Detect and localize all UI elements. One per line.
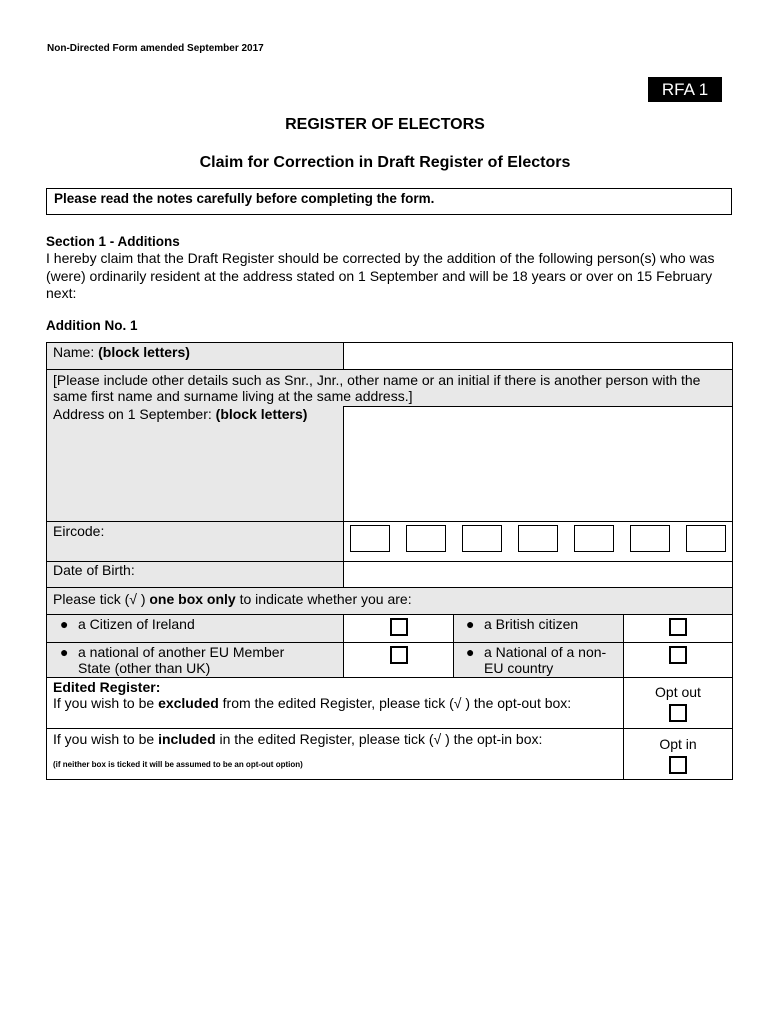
- eircode-box-6[interactable]: [630, 525, 670, 552]
- bullet-icon: ●: [60, 644, 69, 660]
- opt-out-checkbox[interactable]: [669, 704, 687, 722]
- non-eu-national-label: a National of a non-EU country: [484, 644, 607, 676]
- opt-out-default-footnote: (if neither box is ticked it will be assumed to be an opt-out option): [53, 760, 303, 769]
- opt-in-instruction: If you wish to be included in the edited Register, please tick (√ ) the opt-in box:: [53, 731, 543, 747]
- eircode-box-4[interactable]: [518, 525, 558, 552]
- british-citizen-label: a British citizen: [484, 616, 579, 632]
- section-heading: Section 1 - Additions: [46, 234, 180, 249]
- eircode-box-7[interactable]: [686, 525, 726, 552]
- non-eu-national-checkbox[interactable]: [669, 646, 687, 664]
- eircode-label: Eircode:: [53, 523, 105, 539]
- form-amendment-note: Non-Directed Form amended September 2017: [47, 43, 264, 54]
- eu-national-label: a national of another EU Member State (other than UK): [78, 644, 285, 676]
- opt-in-label: Opt in: [659, 736, 697, 752]
- eircode-box-5[interactable]: [574, 525, 614, 552]
- dob-label: Date of Birth:: [53, 562, 135, 578]
- british-citizen-checkbox[interactable]: [669, 618, 687, 636]
- document-title: REGISTER OF ELECTORS: [285, 116, 485, 133]
- name-input-field[interactable]: [343, 342, 733, 369]
- dob-input-field[interactable]: [343, 561, 733, 587]
- address-label-cell: [46, 406, 343, 521]
- eu-national-checkbox[interactable]: [390, 646, 408, 664]
- bullet-icon: ●: [466, 616, 475, 632]
- address-input-field[interactable]: [343, 406, 733, 521]
- edited-register-heading: Edited Register:: [53, 679, 161, 695]
- eircode-box-2[interactable]: [406, 525, 446, 552]
- name-instructions: [Please include other details such as Snr., Jnr., other name or an initial if there is another person with the same first name and surname living at the same address.]: [53, 372, 701, 404]
- eircode-box-3[interactable]: [462, 525, 502, 552]
- form-code-badge: RFA 1: [648, 77, 722, 102]
- name-label: Name: (block letters): [53, 344, 190, 360]
- citizen-ireland-label: a Citizen of Ireland: [78, 616, 195, 632]
- addition-heading: Addition No. 1: [46, 318, 138, 333]
- bullet-icon: ●: [466, 644, 475, 660]
- citizen-ireland-checkbox[interactable]: [390, 618, 408, 636]
- eircode-box-1[interactable]: [350, 525, 390, 552]
- opt-in-checkbox[interactable]: [669, 756, 687, 774]
- address-label: Address on 1 September: (block letters): [53, 406, 308, 422]
- opt-out-label: Opt out: [655, 684, 701, 700]
- instructions-notice: Please read the notes carefully before completing the form.: [46, 188, 732, 215]
- addition-form-table: [46, 342, 733, 780]
- section-description: I hereby claim that the Draft Register should be corrected by the addition of the following person(s) who was (were) ordinarily resident at the address stated on 1 September and will be 18 years or over on 15 February next:: [46, 250, 715, 301]
- opt-out-instruction: If you wish to be excluded from the edited Register, please tick (√ ) the opt-out box:: [53, 695, 572, 711]
- document-subtitle: Claim for Correction in Draft Register of Electors: [199, 154, 571, 171]
- bullet-icon: ●: [60, 616, 69, 632]
- tick-instruction: Please tick (√ ) one box only to indicate whether you are:: [53, 591, 412, 607]
